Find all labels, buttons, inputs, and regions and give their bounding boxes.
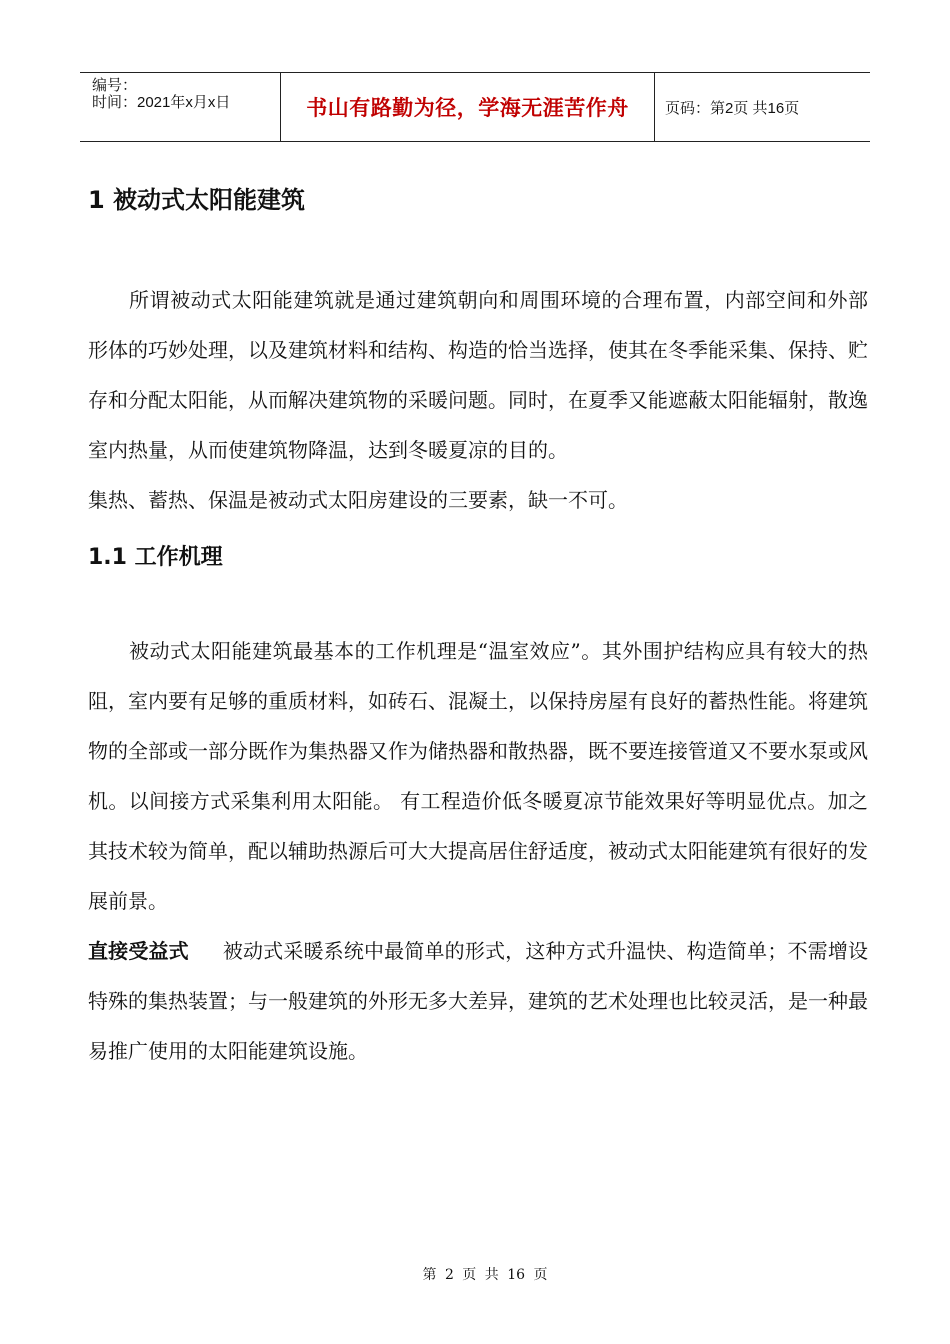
direct-gain-paragraph — [88, 926, 868, 1076]
section-1-paragraph-1: 所谓被动式太阳能建筑就是通过建筑朝向和周围环境的合理布置，内部空间和外部形体的巧妙处理，以及建筑材料和结构、构造的恰当选择，使其在冬季能采集、保持、贮存和分配太阳能，从而解决建筑物的采暖问题。同时，在夏季又能遮蔽太阳能辐射，散逸室内热量，从而使建筑物降温，达到冬暖夏凉的目的。 — [88, 288, 868, 462]
section-1-1-title: 1.1 工作机理 — [88, 545, 223, 570]
header-number-label: 编号： — [92, 77, 138, 94]
direct-gain-text: 被动式采暖系统中最简单的形式，这种方式升温快、构造简单；不需增设特殊的集热装置；与一般建筑的外形无多大差异，建筑的艺术处理也比较灵活，是一种最易推广使用的太阳能建筑设施。 — [88, 939, 869, 1063]
header-table — [80, 72, 870, 142]
section-1-paragraph-2: 集热、蓄热、保温是被动式太阳房建设的三要素，缺一不可。 — [88, 488, 628, 512]
section-1-1-paragraph-1: 被动式太阳能建筑最基本的工作机理是“温室效应”。其外围护结构应具有较大的热阻，室内要有足够的重质材料，如砖石、混凝土，以保持房屋有良好的蓄热性能。将建筑物的全部或一部分既作为集热器又作为储热器和散热器，既不要连接管道又不要水泵或风机。以间接方式采集利用太阳能。 有工程造价低冬暖夏凉节能效果好等明显优点。加之其技术较为简单，配以辅助热源后可大大提高居住舒适度，被动式太阳能建筑有很好的发展前景。 — [88, 639, 868, 913]
header-meta-cell — [80, 73, 281, 141]
header-date-label: 时间：2021年x月x日 — [92, 94, 231, 111]
header-page-info: 页码：第2页 共16页 — [665, 99, 800, 117]
direct-gain-term: 直接受益式 — [88, 939, 189, 963]
document-body — [88, 180, 868, 1076]
page-footer: 第 2 页 共 16 页 — [422, 1267, 548, 1283]
header-motto: 书山有路勤为径，学海无涯苦作舟 — [281, 73, 655, 141]
section-1-title: 1 被动式太阳能建筑 — [88, 186, 306, 214]
